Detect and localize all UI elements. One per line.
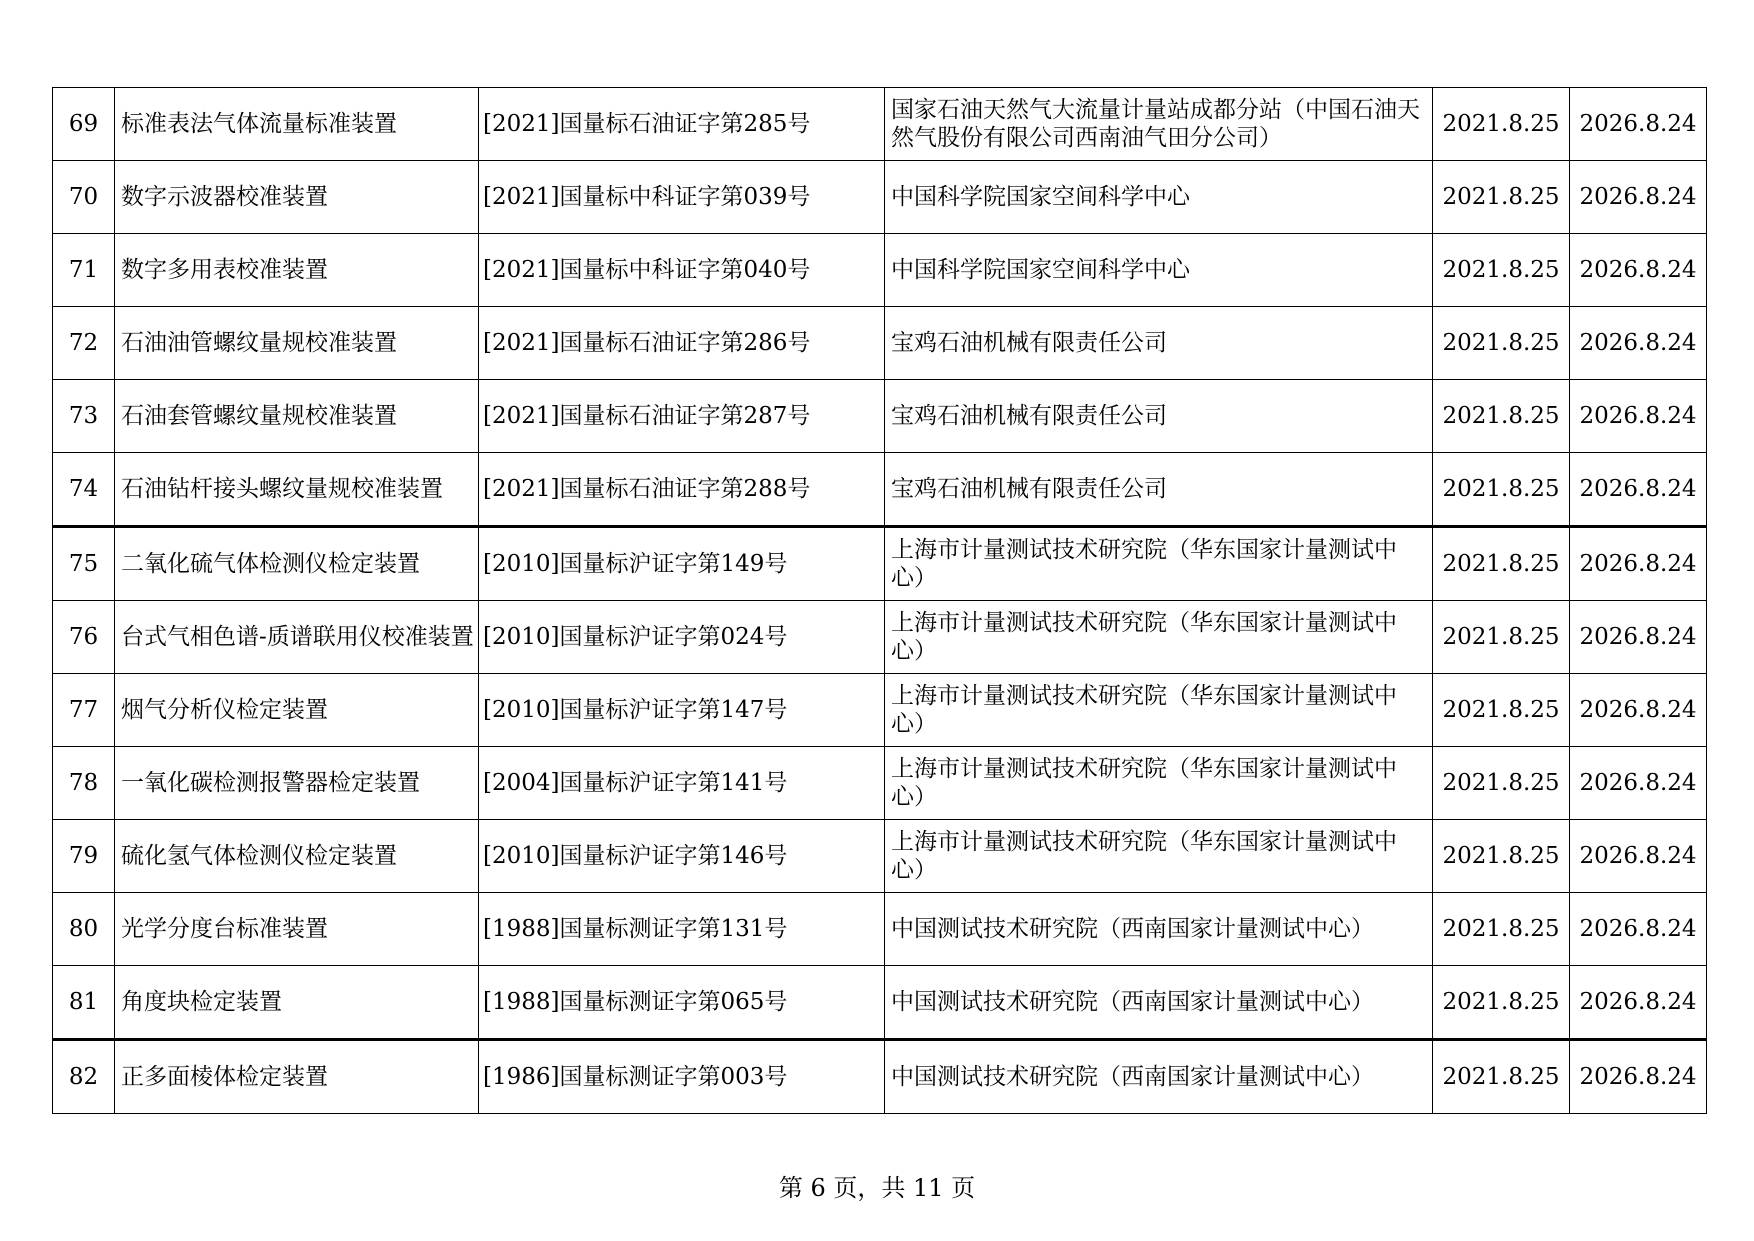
organization: 上海市计量测试技术研究院（华东国家计量测试中心）: [885, 747, 1433, 820]
device-name: 光学分度台标准装置: [115, 893, 479, 966]
device-name: 数字多用表校准装置: [115, 234, 479, 307]
issue-date: 2021.8.25: [1433, 601, 1570, 674]
device-name: 正多面棱体检定装置: [115, 1040, 479, 1114]
table-row: [53, 1040, 1707, 1114]
certificate-number: [2010]国量标沪证字第147号: [479, 674, 885, 747]
issue-date: 2021.8.25: [1433, 820, 1570, 893]
issue-date: 2021.8.25: [1433, 307, 1570, 380]
table-row: [53, 674, 1707, 747]
table-row: [53, 893, 1707, 966]
certificate-number: [2010]国量标沪证字第149号: [479, 527, 885, 601]
expire-date: 2026.8.24: [1570, 453, 1707, 527]
device-name: 石油油管螺纹量规校准装置: [115, 307, 479, 380]
device-name: 一氧化碳检测报警器检定装置: [115, 747, 479, 820]
table-row: [53, 601, 1707, 674]
row-number: 70: [53, 161, 115, 234]
certificate-number: [2010]国量标沪证字第024号: [479, 601, 885, 674]
device-name: 烟气分析仪检定装置: [115, 674, 479, 747]
organization: 中国测试技术研究院（西南国家计量测试中心）: [885, 1040, 1433, 1114]
row-number: 73: [53, 380, 115, 453]
row-number: 69: [53, 88, 115, 161]
table-row: [53, 966, 1707, 1040]
expire-date: 2026.8.24: [1570, 893, 1707, 966]
issue-date: 2021.8.25: [1433, 1040, 1570, 1114]
issue-date: 2021.8.25: [1433, 747, 1570, 820]
organization: 中国科学院国家空间科学中心: [885, 234, 1433, 307]
expire-date: 2026.8.24: [1570, 380, 1707, 453]
expire-date: 2026.8.24: [1570, 747, 1707, 820]
device-name: 石油套管螺纹量规校准装置: [115, 380, 479, 453]
table-row: [53, 234, 1707, 307]
organization: 宝鸡石油机械有限责任公司: [885, 380, 1433, 453]
row-number: 71: [53, 234, 115, 307]
table-row: [53, 161, 1707, 234]
issue-date: 2021.8.25: [1433, 234, 1570, 307]
device-name: 二氧化硫气体检测仪检定装置: [115, 527, 479, 601]
row-number: 75: [53, 527, 115, 601]
expire-date: 2026.8.24: [1570, 820, 1707, 893]
expire-date: 2026.8.24: [1570, 307, 1707, 380]
certificate-number: [2021]国量标石油证字第288号: [479, 453, 885, 527]
row-number: 74: [53, 453, 115, 527]
expire-date: 2026.8.24: [1570, 527, 1707, 601]
issue-date: 2021.8.25: [1433, 380, 1570, 453]
certificate-number: [2021]国量标石油证字第287号: [479, 380, 885, 453]
issue-date: 2021.8.25: [1433, 88, 1570, 161]
certificate-number: [2021]国量标中科证字第040号: [479, 234, 885, 307]
table-row: [53, 307, 1707, 380]
organization: 上海市计量测试技术研究院（华东国家计量测试中心）: [885, 527, 1433, 601]
device-name: 标准表法气体流量标准装置: [115, 88, 479, 161]
certificate-number: [2010]国量标沪证字第146号: [479, 820, 885, 893]
organization: 中国测试技术研究院（西南国家计量测试中心）: [885, 893, 1433, 966]
organization: 中国测试技术研究院（西南国家计量测试中心）: [885, 966, 1433, 1040]
expire-date: 2026.8.24: [1570, 1040, 1707, 1114]
expire-date: 2026.8.24: [1570, 966, 1707, 1040]
certificate-number: [2021]国量标中科证字第039号: [479, 161, 885, 234]
table-row: [53, 820, 1707, 893]
table-row: [53, 527, 1707, 601]
certificate-number: [1988]国量标测证字第131号: [479, 893, 885, 966]
issue-date: 2021.8.25: [1433, 966, 1570, 1040]
organization: 国家石油天然气大流量计量站成都分站（中国石油天然气股份有限公司西南油气田分公司）: [885, 88, 1433, 161]
table-row: [53, 747, 1707, 820]
device-name: 角度块检定装置: [115, 966, 479, 1040]
issue-date: 2021.8.25: [1433, 161, 1570, 234]
certificate-number: [1986]国量标测证字第003号: [479, 1040, 885, 1114]
certificate-number: [2021]国量标石油证字第285号: [479, 88, 885, 161]
organization: 上海市计量测试技术研究院（华东国家计量测试中心）: [885, 820, 1433, 893]
issue-date: 2021.8.25: [1433, 527, 1570, 601]
expire-date: 2026.8.24: [1570, 161, 1707, 234]
certificate-number: [1988]国量标测证字第065号: [479, 966, 885, 1040]
table-row: [53, 380, 1707, 453]
row-number: 76: [53, 601, 115, 674]
page-number: 第 6 页，共 11 页: [778, 1174, 976, 1202]
certificate-number: [2021]国量标石油证字第286号: [479, 307, 885, 380]
row-number: 79: [53, 820, 115, 893]
device-name: 硫化氢气体检测仪检定装置: [115, 820, 479, 893]
row-number: 81: [53, 966, 115, 1040]
table-row: [53, 453, 1707, 527]
standards-table: [52, 87, 1707, 1114]
issue-date: 2021.8.25: [1433, 674, 1570, 747]
table-row: [53, 88, 1707, 161]
issue-date: 2021.8.25: [1433, 893, 1570, 966]
expire-date: 2026.8.24: [1570, 601, 1707, 674]
certificate-number: [2004]国量标沪证字第141号: [479, 747, 885, 820]
expire-date: 2026.8.24: [1570, 674, 1707, 747]
organization: 宝鸡石油机械有限责任公司: [885, 453, 1433, 527]
organization: 上海市计量测试技术研究院（华东国家计量测试中心）: [885, 674, 1433, 747]
row-number: 77: [53, 674, 115, 747]
row-number: 78: [53, 747, 115, 820]
device-name: 石油钻杆接头螺纹量规校准装置: [115, 453, 479, 527]
organization: 上海市计量测试技术研究院（华东国家计量测试中心）: [885, 601, 1433, 674]
expire-date: 2026.8.24: [1570, 88, 1707, 161]
organization: 中国科学院国家空间科学中心: [885, 161, 1433, 234]
issue-date: 2021.8.25: [1433, 453, 1570, 527]
row-number: 80: [53, 893, 115, 966]
row-number: 82: [53, 1040, 115, 1114]
expire-date: 2026.8.24: [1570, 234, 1707, 307]
organization: 宝鸡石油机械有限责任公司: [885, 307, 1433, 380]
row-number: 72: [53, 307, 115, 380]
device-name: 台式气相色谱-质谱联用仪校准装置: [115, 601, 479, 674]
device-name: 数字示波器校准装置: [115, 161, 479, 234]
